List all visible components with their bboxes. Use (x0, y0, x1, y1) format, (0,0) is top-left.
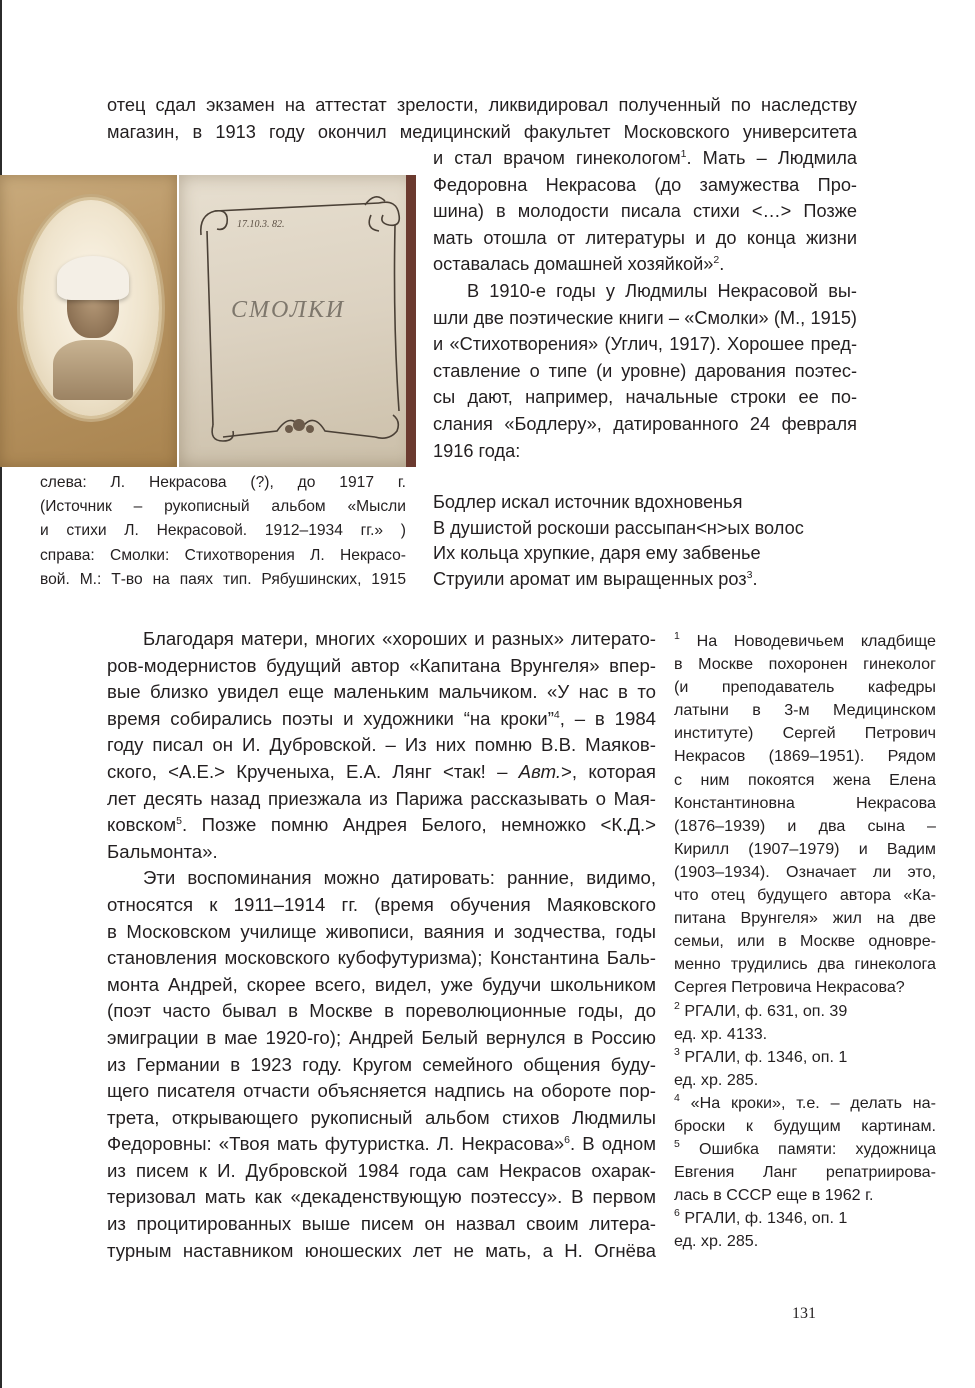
text-line (433, 251, 857, 278)
text-line (674, 1207, 936, 1230)
text-line (674, 1138, 936, 1161)
line-text: эмиграции в мае 1920-го); Андрей Белый вернулся в Россию (107, 1026, 656, 1048)
text-line (107, 1025, 656, 1052)
line-text: Некрасов (1869–1951). Рядом (674, 747, 936, 766)
page-number: 131 (792, 1305, 816, 1322)
text-line (107, 998, 656, 1025)
poem-line: Их кольца хрупкие, даря ему забвенье (433, 543, 761, 563)
line-text: РГАЛИ, ф. 1346, оп. 1 (679, 1047, 848, 1066)
body-text (107, 626, 656, 1264)
line-text: шли две поэтические книги – «Смолки» (М., 1915) (433, 307, 857, 328)
line-text: лет десять назад приезжала из Парижа рассказывать о Мая- (107, 787, 656, 809)
text-line (433, 145, 857, 172)
text-line (107, 706, 656, 733)
text-line (433, 198, 857, 225)
text-line (674, 1023, 936, 1046)
text-line (107, 839, 656, 866)
text-line (107, 945, 656, 972)
line-text: сы дают, например, начальные строки ее по- (433, 387, 857, 408)
line-text: шина) в молодости писала стихи <…> Позже (433, 201, 857, 222)
line-text: броски к будущим картинам. (674, 1116, 936, 1135)
line-text: лась в СССР еще в 1962 г. (674, 1186, 874, 1205)
footnote-number: 1 (674, 630, 680, 642)
line-text: Эти воспоминания можно датировать: ранние, видимо, (143, 867, 656, 889)
text-line (674, 1230, 936, 1253)
line-text: с ним покоятся жена Елена (674, 770, 936, 789)
line-text: из Германии в 1923 году. Кругом семейного общения буду- (107, 1053, 656, 1075)
line-text: теризовал мать как «декаденствующую поэтессу». В первом (107, 1186, 656, 1208)
text-line (674, 907, 936, 930)
line-text-after: . В одном (569, 1133, 656, 1155)
line-text: слания «Бодлеру», датированного 24 февраля (433, 413, 857, 434)
text-line (674, 884, 936, 907)
text-line (107, 1184, 656, 1211)
book-date: 17.10.3. 82. (237, 219, 285, 230)
footnote-number: 6 (674, 1207, 680, 1220)
poem-line: В душистой роскоши рассыпан<н>ых волос (433, 517, 804, 538)
line-text: время собирались поэты и художники “на кроки” (107, 707, 554, 729)
line-text: относятся к 1911–1914 гг. (время обучения Маяковского (107, 893, 656, 915)
line-text: монта Андрей, скорее всего, видел, уже будучи школьником (107, 973, 656, 995)
line-text: ковском (107, 814, 177, 836)
line-text: что отец будущего автора «Ка- (674, 886, 936, 905)
text-line (674, 792, 936, 815)
text-line (433, 358, 857, 385)
book-cover-title: СМОЛКИ (231, 297, 346, 323)
text-line: отец сдал экзамен на аттестат зрелости, ликвидировал полученный по наследству (107, 95, 857, 115)
text-line (674, 1184, 936, 1207)
text-line (433, 411, 857, 438)
caption-line: справа: Смолки: Стихотворения Л. Некрасо- (40, 546, 406, 564)
right-column-text (433, 145, 857, 464)
line-text: ед. хр. 285. (674, 1232, 759, 1251)
line-text: Константиновна Некрасова (674, 793, 936, 812)
text-line (107, 626, 656, 653)
footnote-ref: 1 (680, 148, 687, 160)
text-line (674, 1161, 936, 1184)
caption-line: слева: Л. Некрасова (?), до 1917 г. (40, 474, 406, 491)
caption-line: вой. М.: Т-во на паях тип. Рябушинских, 1915 (40, 570, 406, 588)
footnote-number: 3 (674, 1045, 680, 1058)
line-text: семьи, или в Москве одновре- (674, 932, 936, 951)
text-line (674, 769, 936, 792)
line-text: Сергея Петровича Некрасова? (674, 978, 905, 997)
photo-caption (40, 471, 406, 592)
footnote-number: 4 (674, 1091, 680, 1104)
text-line (674, 1069, 936, 1092)
line-text: В 1910-е годы у Людмилы Некрасовой вы- (467, 280, 857, 301)
line-text: Бальмонта». (107, 840, 218, 862)
line-text: ставление о типе (и уровне) дарования поэтес- (433, 360, 857, 381)
poem-quote (433, 490, 873, 592)
footnotes (674, 630, 936, 1254)
text-line (107, 812, 656, 839)
line-text: щего писателя отчасти объясняется надпись на обороте пор- (107, 1080, 656, 1102)
text-line (107, 759, 656, 786)
footnote-number: 2 (674, 999, 680, 1012)
text-line (674, 976, 936, 999)
text-line (674, 745, 936, 768)
text-line (674, 861, 936, 884)
line-text: 1916 года: (433, 440, 521, 461)
line-text: становления московского кубофутуризма); Константина Баль- (107, 947, 656, 969)
footnote-number: 5 (674, 1138, 680, 1151)
portrait-bonnet (57, 256, 129, 300)
line-text: году писал он И. Дубровской. – Из них помню В.В. Маяков- (107, 734, 656, 756)
portrait-photo (0, 175, 177, 467)
text-line (107, 892, 656, 919)
line-text: Евгения Ланг репатриирова- (674, 1163, 936, 1182)
line-text: Ошибка памяти: художница (679, 1140, 936, 1159)
text-line (107, 1052, 656, 1079)
poem-line (433, 567, 873, 593)
text-line (433, 384, 857, 411)
portrait-dress (53, 340, 133, 400)
line-text-after: . Позже помню Андрея Белого, немножко <К.Д.> (181, 814, 656, 836)
text-line (674, 1115, 936, 1138)
text-line (674, 815, 936, 838)
line-text: и «Стихотворения» (Углич, 1917). Хорошее пред- (433, 334, 857, 355)
line-text: менно трудились два гинеколога (674, 955, 936, 974)
text-line (433, 331, 857, 358)
line-text: Федоровны: «Твоя мать футуристка. Л. Некрасова» (107, 1133, 565, 1155)
caption-line: и стихи Л. Некрасовой. 1912–1934 гг.» ) (40, 522, 406, 540)
line-text: латыни в 3-м Медицинском (674, 701, 936, 720)
line-text: РГАЛИ, ф. 631, оп. 39 (679, 1001, 848, 1020)
text-line (107, 1105, 656, 1132)
line-text: ров-модернистов будущий автор «Капитана Врунгеля» впер- (107, 654, 656, 676)
line-text: ского, <А.Е.> Крученыха, Е.А. Лянг <так! – (107, 760, 519, 782)
line-text: ед. хр. 285. (674, 1070, 759, 1089)
text-line (107, 732, 656, 759)
book-spine (406, 175, 416, 467)
poem-line-text: Струили аромат им выращенных роз (433, 568, 747, 589)
text-line (674, 722, 936, 745)
portrait-figure (23, 200, 159, 416)
line-text: На Новодевичьем кладбище (679, 632, 936, 650)
text-line (107, 919, 656, 946)
book-cover-photo (179, 175, 416, 467)
text-line (107, 786, 656, 813)
text-line (107, 1238, 656, 1265)
text-line (674, 676, 936, 699)
poem-line-end: . (752, 568, 758, 589)
line-text: Федоровна Некрасова (до замужества Про- (433, 174, 857, 195)
line-text-after: >, которая (561, 760, 656, 782)
poem-line: Бодлер искал источник вдохновенья (433, 492, 743, 512)
text-line (107, 653, 656, 680)
line-text: (1903–1934). Означает ли это, (674, 862, 936, 881)
text-line: магазин, в 1913 году окончил медицинский факультет Московского университета (107, 121, 857, 142)
line-text-after: . (719, 254, 725, 275)
footnote-ref: 6 (564, 1134, 570, 1147)
line-text: мать отошла от литературы и до конца жизни (433, 227, 857, 248)
text-line (433, 305, 857, 332)
line-text: оставалась домашней хозяйкой» (433, 254, 714, 275)
text-line (433, 438, 857, 465)
text-line (107, 972, 656, 999)
text-line (433, 278, 857, 305)
line-text: Кирилл (1907–1979) и Вадим (674, 839, 936, 858)
text-line (107, 1131, 656, 1158)
text-line (107, 865, 656, 892)
text-line (674, 1046, 936, 1069)
line-text: (поэт часто бывал в Москве в пореволюционные годы, до (107, 1000, 656, 1022)
line-text: «На кроки», т.е. – делать на- (679, 1093, 936, 1112)
line-text: питана Врунгеля» жил на две (674, 909, 936, 928)
text-line (433, 172, 857, 199)
text-line (674, 1092, 936, 1115)
line-text: РГАЛИ, ф. 1346, оп. 1 (679, 1209, 848, 1228)
footnote-ref: 2 (713, 254, 720, 267)
caption-line: (Источник – рукописный альбом «Мысли (40, 498, 406, 516)
text-line (674, 953, 936, 976)
text-line (107, 679, 656, 706)
line-text: институте) Сергей Петрович (674, 724, 936, 743)
line-text: из писем к И. Дубровской 1984 года сам Некрасов охарак- (107, 1159, 656, 1181)
text-line (674, 838, 936, 861)
text-line (674, 653, 936, 676)
line-text: в Москве похоронен гинеколог (674, 655, 936, 674)
text-line (674, 1000, 936, 1023)
line-text: трета, открывающего рукописный альбом стихов Людмилы (107, 1106, 656, 1128)
line-text-after: . Мать – Людмила (686, 148, 857, 168)
line-text: и стал врачом гинекологом (433, 148, 681, 168)
footnote-ref: 4 (553, 708, 560, 721)
line-text: (и преподаватель кафедры (674, 678, 936, 697)
line-text: в Московском училище живописи, ваяния и зодчества, годы (107, 920, 656, 942)
line-text: ед. хр. 4133. (674, 1024, 768, 1043)
text-line (107, 1211, 656, 1238)
line-text: турным наставником юношеских лет не мать, а Н. Огнёва (107, 1239, 656, 1261)
line-text: (1876–1939) и два сына – (674, 816, 936, 835)
line-text: Благодаря матери, многих «хороших и разных» литерато- (143, 628, 656, 649)
text-line (107, 1158, 656, 1185)
line-emphasis: Авт. (518, 760, 562, 782)
line-text: из процитированных выше писем он назвал своим литера- (107, 1213, 656, 1235)
line-text-after: , – в 1984 (559, 707, 656, 729)
text-line (674, 630, 936, 653)
footnote-ref: 3 (746, 568, 753, 581)
footnote-ref: 5 (176, 815, 182, 828)
text-line (433, 225, 857, 252)
line-text: вые близко увидел еще маленьким мальчиком. «У нас в то (107, 681, 656, 703)
text-line (674, 699, 936, 722)
text-line (107, 1078, 656, 1105)
top-paragraph (107, 92, 857, 145)
text-line (674, 930, 936, 953)
